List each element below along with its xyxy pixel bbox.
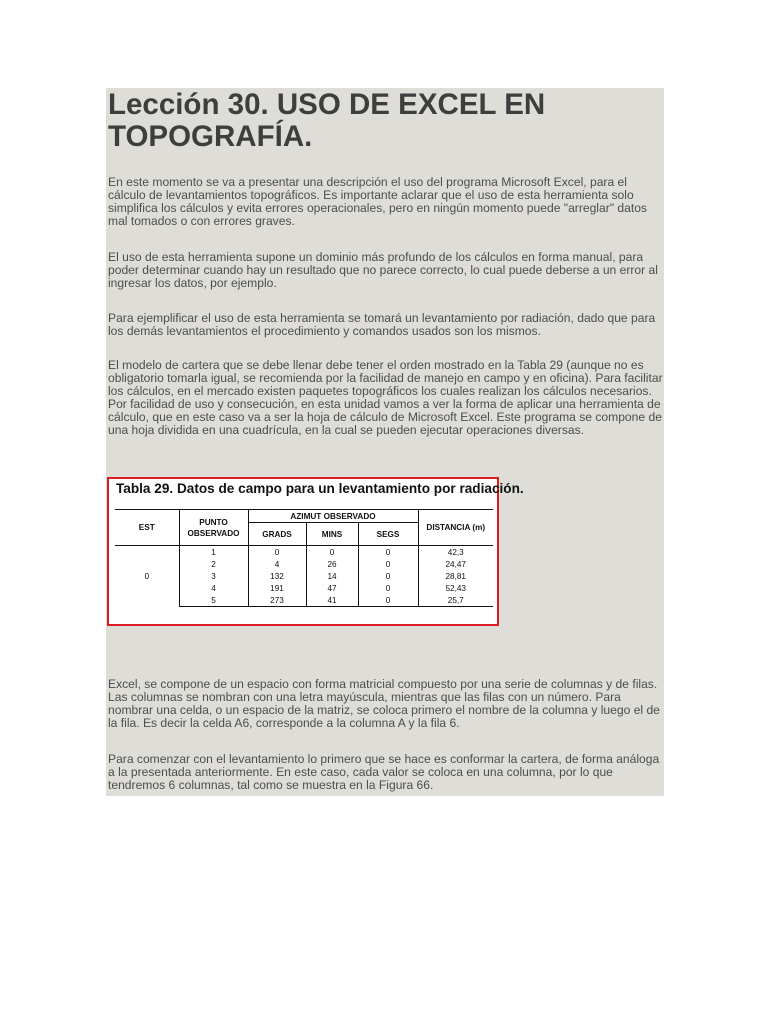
grads-cell: 0 bbox=[248, 546, 306, 559]
segs-cell: 0 bbox=[358, 546, 418, 559]
header-segs: SEGS bbox=[358, 523, 418, 546]
cartera-setup-paragraph: Para comenzar con el levantamiento lo primero que se hace es conformar la cartera, de forma análoga a la presentada anteriormente. En este caso, cada valor se coloca en una columna, por lo que tendremos 6 columnas, tal como se muestra en la Figura 66. bbox=[108, 752, 660, 793]
grads-cell: 191 bbox=[248, 582, 306, 594]
header-distancia: DISTANCIA (m) bbox=[418, 510, 493, 546]
cartera-model-paragraph: El modelo de cartera que se debe llenar debe tener el orden mostrado en la Tabla 29 (aunque no es obligatorio tomarla igual, se recomienda por la facilidad de manejo en campo y en oficina). Para facilitar los cálculos, en el mercado existen paquetes topográficos los cuales realizan los cálculos necesarios. Por facilidad de uso y consecución, en esta unidad vamos a ver la forma de aplicar una herramienta de cálculo, que en este caso va a ser la hoja de cálculo de Microsoft Excel. Este programa se compone de una hoja dividida en una cuadrícula, en la cual se pueden ejecutar operaciones diversas. bbox=[108, 358, 663, 438]
mins-cell: 26 bbox=[306, 558, 358, 570]
distancia-cell: 25,7 bbox=[418, 594, 493, 607]
distancia-cell: 52,43 bbox=[418, 582, 493, 594]
header-punto-observado: PUNTO OBSERVADO bbox=[179, 510, 248, 546]
table-29-figure bbox=[107, 477, 524, 626]
grads-cell: 273 bbox=[248, 594, 306, 607]
punto-cell: 5 bbox=[179, 594, 248, 607]
segs-cell: 0 bbox=[358, 570, 418, 582]
grads-cell: 132 bbox=[248, 570, 306, 582]
header-azimut-observado: AZIMUT OBSERVADO bbox=[248, 510, 418, 523]
excel-matrix-paragraph: Excel, se compone de un espacio con forma matricial compuesto por una serie de columnas y de filas. Las columnas se nombran con una letra mayúscula, mientras que las filas con un número. Para nombrar una celda, o un espacio de la matriz, se coloca primero el nombre de la columna y luego el de la fila. Es decir la celda A6, corresponde a la columna A y la fila 6. bbox=[108, 677, 660, 731]
table-caption: Tabla 29. Datos de campo para un levantamiento por radiación. bbox=[116, 481, 524, 496]
punto-cell: 2 bbox=[179, 558, 248, 570]
header-mins: MINS bbox=[306, 523, 358, 546]
header-grads: GRADS bbox=[248, 523, 306, 546]
table-row bbox=[115, 546, 493, 559]
grads-cell: 4 bbox=[248, 558, 306, 570]
radiation-example-paragraph: Para ejemplificar el uso de esta herramienta se tomará un levantamiento por radiación, dado que para los demás levantamientos el procedimiento y comandos usados son los mismos. bbox=[108, 311, 656, 339]
est-value: 0 bbox=[115, 546, 179, 607]
distancia-cell: 28,81 bbox=[418, 570, 493, 582]
mins-cell: 0 bbox=[306, 546, 358, 559]
manual-calculation-paragraph: El uso de esta herramienta supone un dominio más profundo de los cálculos en forma manual, para poder determinar cuando hay un resultado que no parece correcto, lo cual puede deberse a un error al ingresar los datos, por ejemplo. bbox=[108, 250, 658, 291]
mins-cell: 41 bbox=[306, 594, 358, 607]
field-data-table bbox=[115, 509, 493, 607]
distancia-cell: 42,3 bbox=[418, 546, 493, 559]
segs-cell: 0 bbox=[358, 594, 418, 607]
mins-cell: 47 bbox=[306, 582, 358, 594]
punto-cell: 4 bbox=[179, 582, 248, 594]
segs-cell: 0 bbox=[358, 582, 418, 594]
punto-cell: 3 bbox=[179, 570, 248, 582]
distancia-cell: 24,47 bbox=[418, 558, 493, 570]
header-est: EST bbox=[115, 510, 179, 546]
mins-cell: 14 bbox=[306, 570, 358, 582]
lesson-title: Lección 30. USO DE EXCEL EN TOPOGRAFÍA. bbox=[108, 88, 546, 153]
segs-cell: 0 bbox=[358, 558, 418, 570]
intro-paragraph: En este momento se va a presentar una descripción el uso del programa Microsoft Excel, para el cálculo de levantamientos topográficos. Es importante aclarar que el uso de esta herramienta solo simplifica los cálculos y evita errores operacionales, pero en ningún momento puede "arreglar" datos mal tomados o con errores graves. bbox=[108, 175, 647, 229]
punto-cell: 1 bbox=[179, 546, 248, 559]
